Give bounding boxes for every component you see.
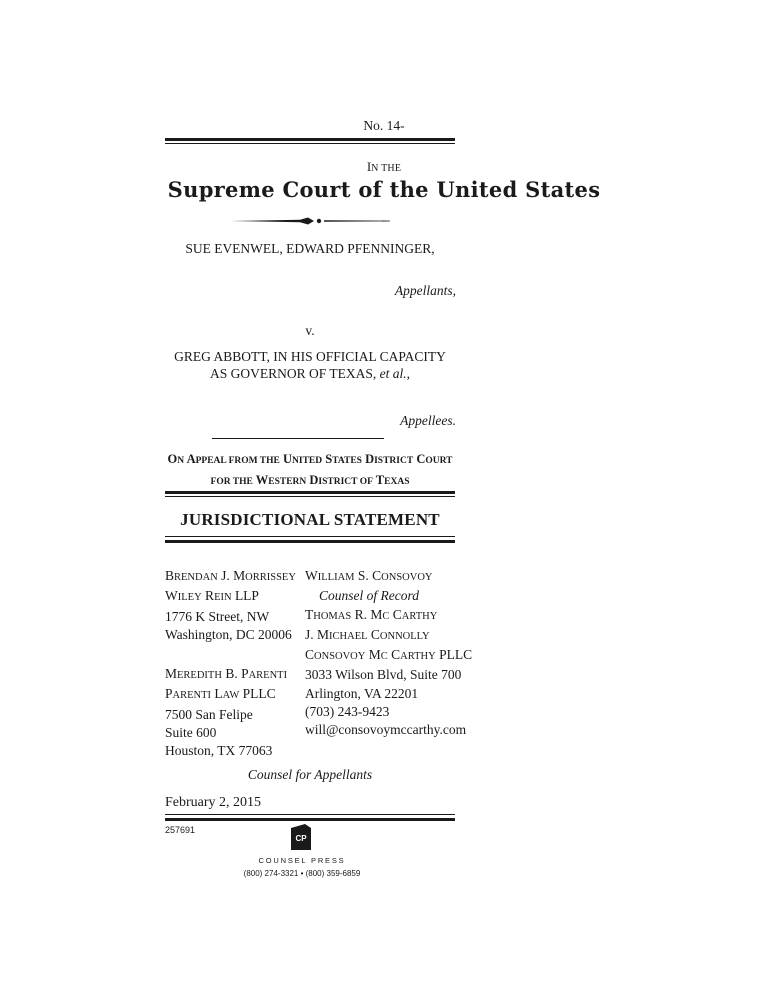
court-name: Supreme Court of the United States bbox=[167, 177, 601, 202]
versus-label: v. bbox=[305, 323, 315, 338]
title-rule-bottom-thick bbox=[165, 540, 455, 543]
counsel-address-line: 1776 K Street, NW bbox=[165, 608, 270, 624]
counsel-address-line: Arlington, VA 22201 bbox=[305, 685, 419, 701]
footer-rule-thick bbox=[165, 818, 455, 821]
job-number: 257691 bbox=[165, 825, 196, 835]
counsel-phone: (703) 243-9423 bbox=[305, 704, 390, 720]
counsel-of-record-label: Counsel of Record bbox=[319, 588, 419, 604]
counsel-press-logo-icon bbox=[291, 824, 311, 850]
appellees-role: Appellees. bbox=[400, 413, 456, 428]
printer-phones: (800) 274-3321 • (800) 359-6859 bbox=[243, 869, 361, 878]
appellees-line-1: GREG ABBOTT, IN HIS OFFICIAL CAPACITY bbox=[174, 349, 446, 364]
document-title: JURISDICTIONAL STATEMENT bbox=[180, 510, 440, 529]
counsel-address-line: Houston, TX 77063 bbox=[165, 743, 273, 759]
appeal-heading bbox=[0, 450, 620, 492]
counsel-name: MEREDITH B. PARENTI bbox=[165, 666, 288, 681]
top-rule-thick bbox=[165, 138, 455, 141]
footer-rule-thin bbox=[165, 814, 455, 815]
svg-text:CP: CP bbox=[295, 834, 307, 843]
counsel-block-left-2 bbox=[165, 665, 287, 760]
title-rule-top-thin bbox=[165, 496, 455, 497]
appeal-line-2: FOR THE WESTERN DISTRICT OF TEXAS bbox=[210, 473, 410, 487]
counsel-name: BRENDAN J. MORRISSEY bbox=[165, 568, 296, 583]
counsel-block-right bbox=[305, 567, 472, 740]
counsel-for-label: Counsel for Appellants bbox=[247, 767, 373, 782]
appellees-names bbox=[0, 348, 620, 382]
filing-date: February 2, 2015 bbox=[165, 795, 262, 810]
counsel-address-line: Suite 600 bbox=[165, 724, 217, 740]
counsel-name: WILLIAM S. CONSOVOY bbox=[305, 568, 433, 583]
appellants-names: SUE EVENWEL, EDWARD PFENNINGER, bbox=[185, 241, 435, 256]
printer-name: COUNSEL PRESS bbox=[258, 856, 346, 865]
counsel-address-line: Washington, DC 20006 bbox=[165, 626, 292, 642]
counsel-name: THOMAS R. MC CARTHY bbox=[305, 606, 438, 622]
counsel-name: J. MICHAEL CONNOLLY bbox=[305, 626, 430, 642]
appellants-role: Appellants, bbox=[394, 283, 456, 298]
title-rule-bottom-thin bbox=[165, 536, 455, 537]
appeal-divider bbox=[212, 438, 384, 439]
top-rule-thin bbox=[165, 143, 455, 144]
counsel-firm: WILEY REIN LLP bbox=[165, 588, 259, 604]
appeal-line-1: ON APPEAL FROM THE UNITED STATES DISTRICT COURT bbox=[167, 452, 453, 466]
counsel-address-line: 3033 Wilson Blvd, Suite 700 bbox=[305, 667, 462, 683]
in-the-label: IN THE bbox=[366, 159, 402, 174]
counsel-block-left-1 bbox=[165, 567, 296, 644]
counsel-firm: PARENTI LAW PLLC bbox=[165, 686, 276, 702]
counsel-firm: CONSOVOY MC CARTHY PLLC bbox=[305, 647, 473, 663]
title-rule-top-thick bbox=[165, 491, 455, 494]
appellees-line-2: AS GOVERNOR OF TEXAS, et al., bbox=[209, 366, 411, 381]
ornament-divider-icon bbox=[230, 214, 390, 228]
counsel-email: will@consovoymccarthy.com bbox=[305, 722, 467, 738]
counsel-address-line: 7500 San Felipe bbox=[165, 706, 253, 722]
docket-number: No. 14- bbox=[363, 118, 405, 133]
